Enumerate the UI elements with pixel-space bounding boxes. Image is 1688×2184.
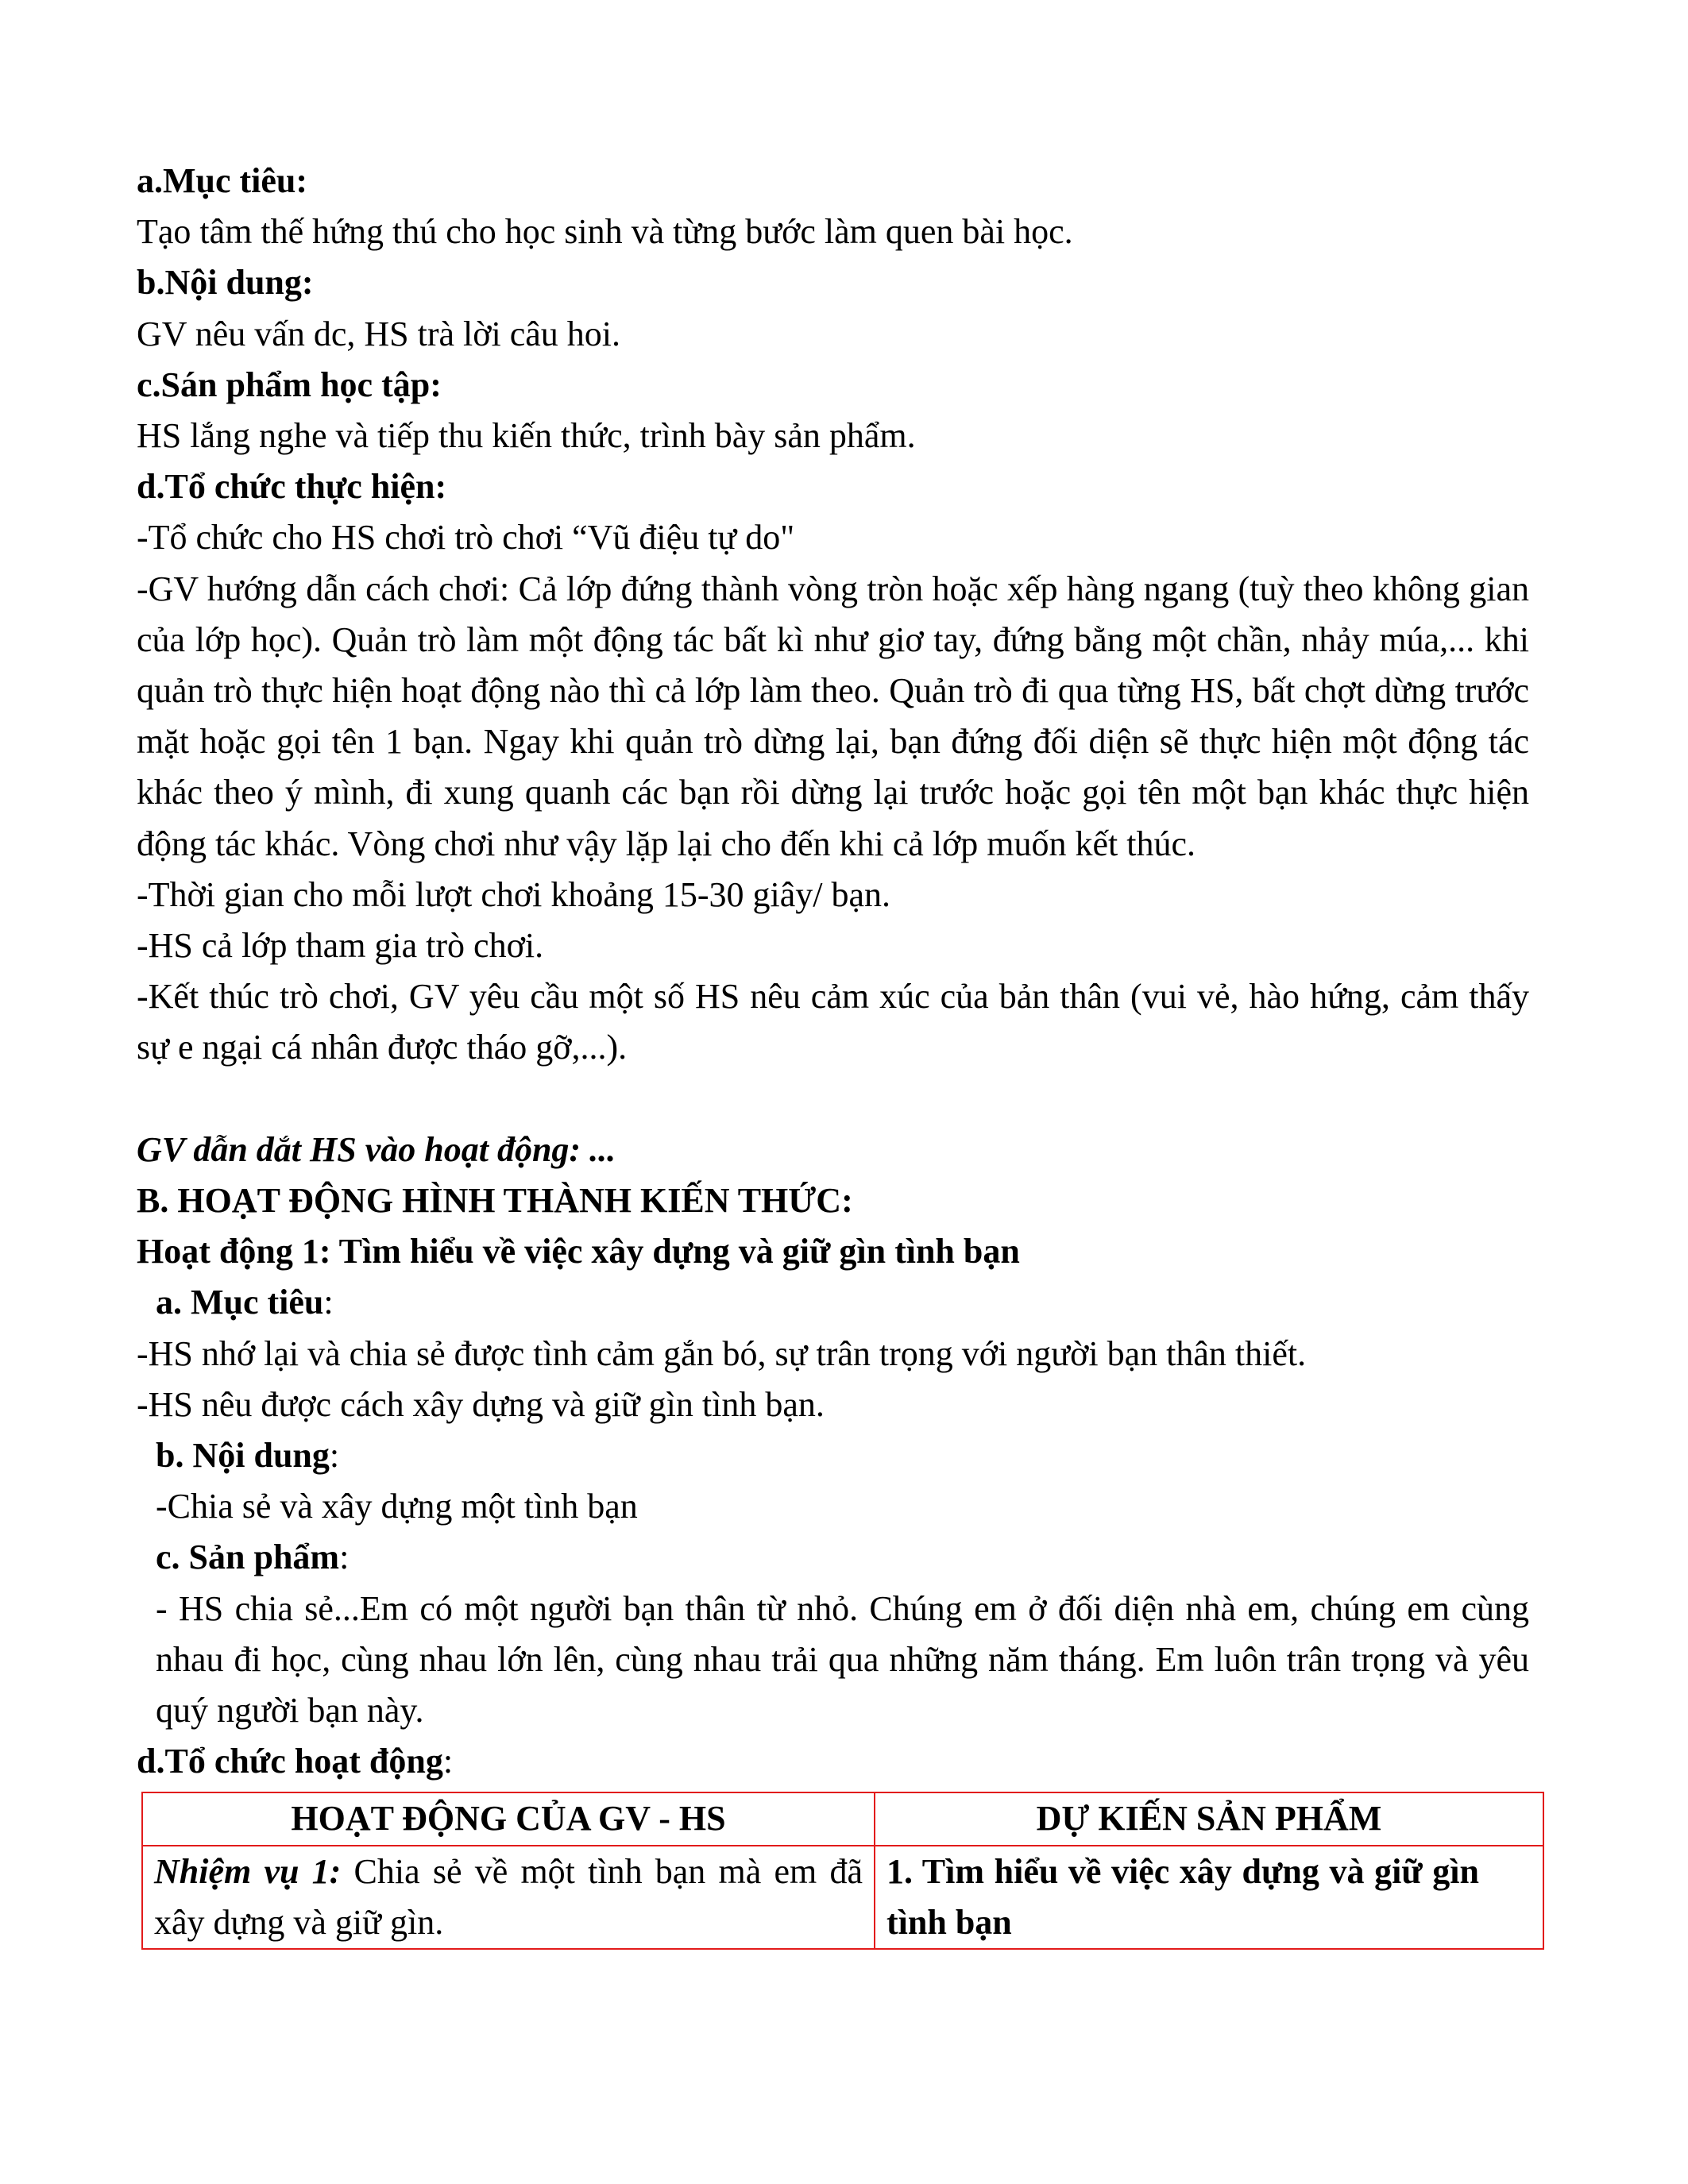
muc-tieu-text: Tạo tâm thế hứng thú cho học sinh và từng bước làm quen bài học. [137,212,1073,252]
to-chuc-item: -HS cả lớp tham gia trò chơi. [137,926,544,966]
colon: : [323,1283,334,1322]
san-pham-heading: c.Sán phẩm học tập: [137,365,442,404]
spacer [137,1074,1529,1125]
colon: : [339,1538,350,1577]
task-text: Chia sẻ về một tình bạn mà em đã xây dựng và giữ gìn. [154,1851,863,1942]
table-header-row [142,1792,1543,1845]
table-header-cell: HOẠT ĐỘNG CỦA GV - HS [142,1792,875,1845]
colon: : [329,1436,340,1476]
to-chuc-heading: d.Tổ chức thực hiện: [137,467,447,507]
c-text: - HS chia sẻ...Em có một người bạn thân từ nhỏ. Chúng em ở đối diện nhà em, chúng em cùng nhau đi học, cùng nhau lớn lên, cùng nhau trải qua những năm tháng. Em luôn trân trọng và yêu quý người bạn này. [156,1588,1529,1731]
part-b-heading: B. HOẠT ĐỘNG HÌNH THÀNH KIẾN THỨC: [137,1181,853,1221]
a-item: -HS nhớ lại và chia sẻ được tình cảm gắn bó, sự trân trọng với người bạn thân thiết. [137,1333,1307,1373]
colon: : [442,1742,454,1781]
noi-dung-heading: b.Nội dung: [137,263,314,303]
table-cell-product: 1. Tìm hiểu về việc xây dựng và giữ gìn tình bạn [875,1846,1543,1949]
table-cell-activity [142,1846,875,1949]
table-header-cell: DỰ KIẾN SẢN PHẨM [875,1792,1543,1845]
a-label-line [137,1277,1529,1328]
to-chuc-item: -Thời gian cho mỗi lượt chơi khoảng 15-30 giây/ bạn. [137,874,891,914]
c-label-line [137,1532,1529,1583]
muc-tieu-heading: a.Mục tiêu: [137,161,308,200]
san-pham-text: HS lắng nghe và tiếp thu kiến thức, trình bày sản phẩm. [137,416,916,456]
document-page [137,156,1529,1950]
table-row [142,1846,1543,1949]
to-chuc-item: -GV hướng dẫn cách chơi: Cả lớp đứng thành vòng tròn hoặc xếp hàng ngang (tuỳ theo không gian của lớp học). Quản trò làm một động tác bất kì như giơ tay, đứng bằng một chần, nhảy múa,... khi quản trò thực hiện hoạt động nào thì cả lớp làm theo. Quản trò đi qua từng HS, bất chợt dừng trước mặt hoặc gọi tên 1 bạn. Ngay khi quản trò dừng lại, bạn đứng đối diện sẽ thực hiện một động tác khác theo ý mình, đi xung quanh các bạn rồi dừng lại trước hoặc gọi tên một bạn khác thực hiện động tác khác. Vòng chơi như vậy lặp lại cho đến khi cả lớp muốn kết thúc. [137,569,1529,863]
noi-dung-text: GV nêu vấn dc, HS trà lời câu hoi. [137,314,620,353]
d-label-line [137,1736,1529,1787]
to-chuc-item: -Tổ chức cho HS chơi trò chơi “Vũ điệu tự do" [137,518,795,558]
d-label: d.Tổ chức hoạt động [137,1742,443,1781]
b-label: b. Nội dung [156,1436,330,1476]
activity-table [141,1792,1544,1950]
task-label: Nhiệm vụ 1: [154,1851,342,1891]
b-text: -Chia sẻ và xây dựng một tình bạn [156,1487,638,1526]
a-label: a. Mục tiêu [156,1283,324,1322]
c-label: c. Sản phẩm [156,1538,340,1577]
b-label-line [137,1430,1529,1481]
to-chuc-item: -Kết thúc trò chơi, GV yêu cầu một số HS nêu cảm xúc của bản thân (vui vẻ, hào hứng, cảm thấy sự e ngại cá nhân được tháo gỡ,...). [137,977,1529,1067]
transition-text: GV dẫn dắt HS vào hoạt động: ... [137,1129,616,1169]
a-item: -HS nêu được cách xây dựng và giữ gìn tình bạn. [137,1384,825,1424]
activity-title: Hoạt động 1: Tìm hiểu về việc xây dựng và giữ gìn tình bạn [137,1232,1020,1271]
